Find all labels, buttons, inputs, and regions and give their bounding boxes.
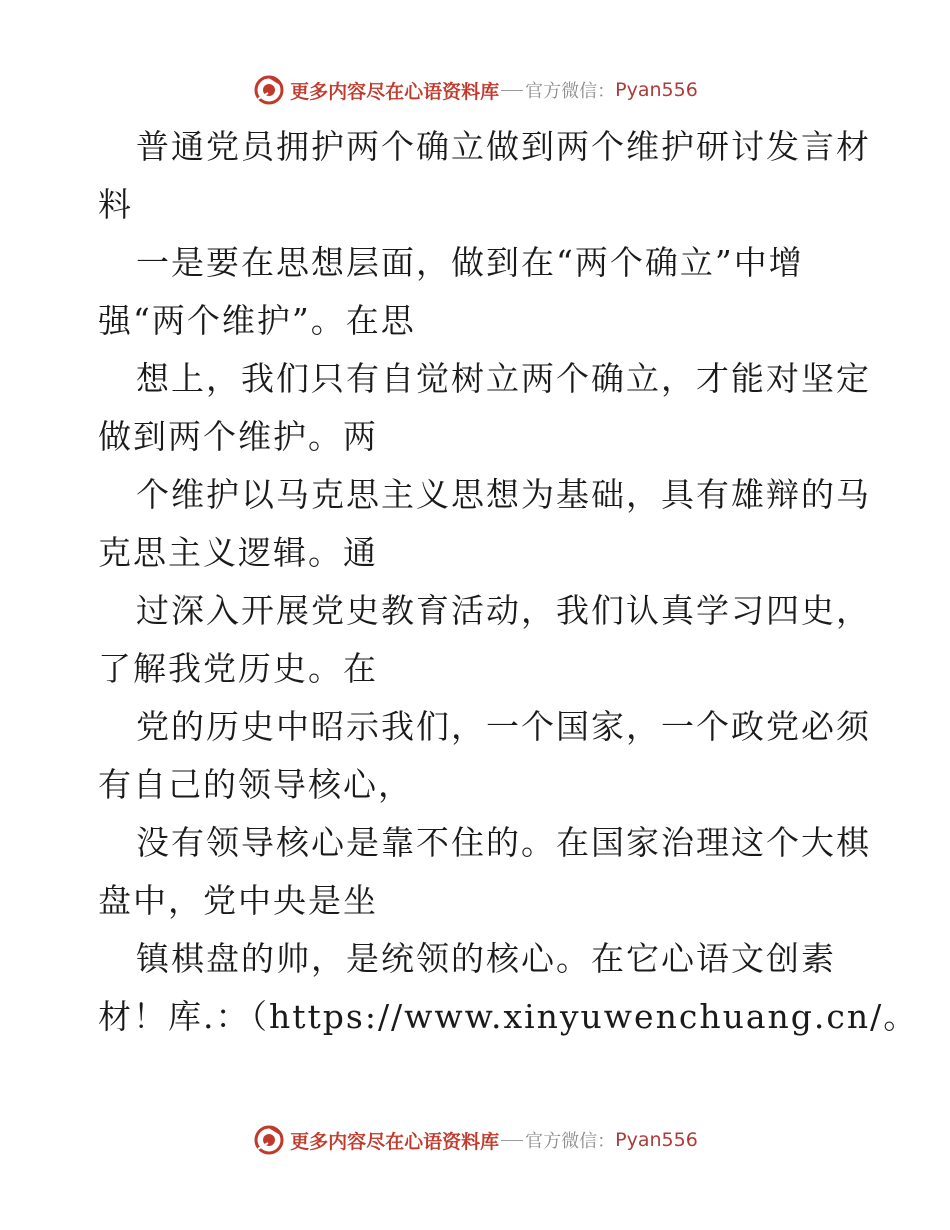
document-body — [98, 118, 919, 1046]
banner-wechat-label: 官方微信： — [525, 81, 616, 102]
red-circular-logo-icon — [252, 1123, 286, 1157]
paragraph-line: 镇棋盘的帅，是统领的核心。在它心语文创素 — [136, 939, 836, 978]
paragraph-line: 过深入开展党史教育活动，我们认真学习四史， — [136, 591, 871, 630]
paragraph-line: 党的历史中昭示我们，一个国家，一个政党必须 — [136, 707, 871, 746]
banner-dash — [501, 90, 523, 91]
banner-wechat-id: Pyan556 — [615, 1129, 698, 1151]
banner-wechat-id: Pyan556 — [615, 79, 698, 101]
paragraph-line: 想上，我们只有自觉树立两个确立，才能对坚定 — [136, 359, 871, 398]
banner-brand-text: 更多内容尽在心语资料库 — [290, 80, 500, 103]
banner-wechat-label: 官方微信： — [525, 1131, 616, 1152]
footer-banner — [0, 1120, 950, 1160]
banner-brand-text: 更多内容尽在心语资料库 — [290, 1130, 500, 1153]
paragraph-line: 一是要在思想层面，做到在“两个确立”中增 — [136, 243, 804, 282]
paragraph-line: 没有领导核心是靠不住的。在国家治理这个大棋 — [136, 823, 871, 862]
document-title-line-2: 料 — [98, 185, 133, 224]
paragraph-line: 做到两个维护。两 — [98, 417, 378, 456]
paragraph-line: 克思主义逻辑。通 — [98, 533, 378, 572]
paragraph-line-with-url: 材！库.：（https://www.xinyuwenchuang.cn/。 — [98, 997, 919, 1036]
paragraph-line: 盘中，党中央是坐 — [98, 881, 378, 920]
document-title-line-1: 普通党员拥护两个确立做到两个维护研讨发言材 — [136, 127, 871, 166]
paragraph-line: 有自己的领导核心， — [98, 765, 413, 804]
paragraph-line: 强“两个维护”。在思 — [98, 301, 416, 340]
paragraph-line: 了解我党历史。在 — [98, 649, 378, 688]
red-circular-logo-icon — [252, 73, 286, 107]
banner-dash — [501, 1140, 523, 1141]
header-banner — [0, 70, 950, 110]
paragraph-line: 个维护以马克思主义思想为基础，具有雄辩的马 — [136, 475, 871, 514]
